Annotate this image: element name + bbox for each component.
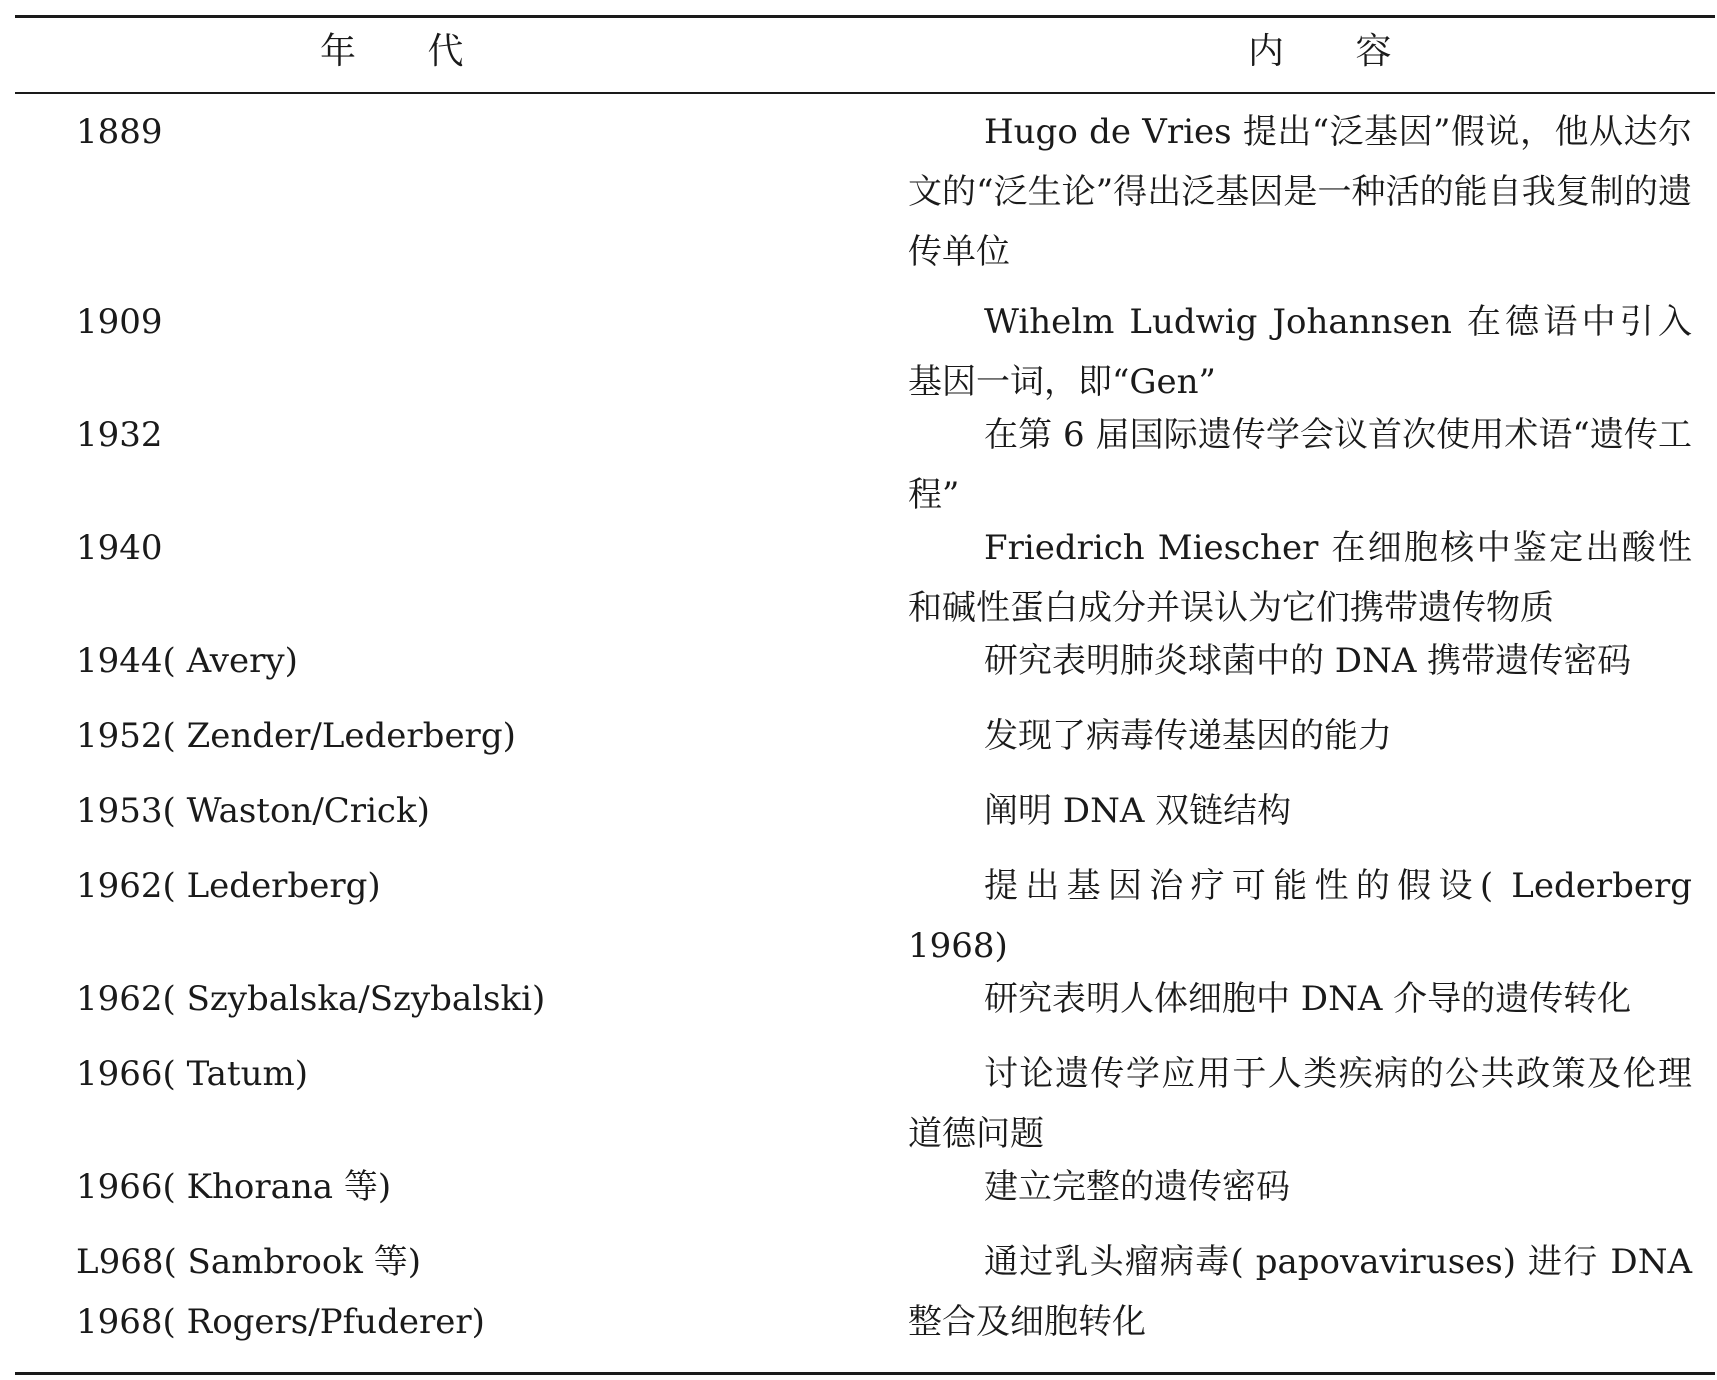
table-bottom-rule: [15, 1372, 1715, 1375]
row-year: 1962( Lederberg): [76, 866, 381, 906]
row-content: 研究表明肺炎球菌中的 DNA 携带遗传密码: [984, 641, 1632, 681]
row-content: Friedrich Miescher 在细胞核中鉴定出酸性和碱性蛋白成分并误认为它们携带遗传物质: [908, 528, 1692, 628]
row-year: 1932: [76, 415, 163, 455]
row-content: 建立完整的遗传密码: [984, 1167, 1290, 1207]
row-year: 1962( Szybalska/Szybalski): [76, 979, 546, 1019]
row-content: 提出基因治疗可能性的假设( Lederberg 1968): [908, 866, 1692, 966]
row-content: 讨论遗传学应用于人类疾病的公共政策及伦理道德问题: [908, 1054, 1692, 1154]
table-header-rule: [15, 92, 1715, 94]
row-year: 1966( Khorana 等): [76, 1167, 392, 1207]
row-content: 通过乳头瘤病毒( papovaviruses) 进行 DNA 整合及细胞转化: [908, 1242, 1692, 1342]
row-content: 在第 6 届国际遗传学会议首次使用术语“遗传工程”: [908, 415, 1692, 515]
row-year: 1940: [76, 528, 163, 568]
row-year: 1909: [76, 302, 163, 342]
header-content: 内 容: [1248, 31, 1422, 72]
row-content: 发现了病毒传递基因的能力: [984, 716, 1392, 756]
row-year: L968( Sambrook 等): [76, 1242, 421, 1282]
row-year: 1889: [76, 112, 163, 152]
row-content: Wihelm Ludwig Johannsen 在德语中引入基因一词，即“Gen”: [908, 302, 1692, 402]
row-content: 研究表明人体细胞中 DNA 介导的遗传转化: [984, 979, 1632, 1019]
row-content: 阐明 DNA 双链结构: [984, 791, 1292, 831]
row-year: 1952( Zender/Lederberg): [76, 716, 516, 756]
table-top-rule: [15, 15, 1715, 18]
row-year: 1944( Avery): [76, 641, 298, 681]
row-year: 1968( Rogers/Pfuderer): [76, 1302, 485, 1342]
row-year: 1953( Waston/Crick): [76, 791, 430, 831]
row-content: Hugo de Vries 提出“泛基因”假说，他从达尔文的“泛生论”得出泛基因是一种活的能自我复制的遗传单位: [908, 112, 1692, 272]
row-year: 1966( Tatum): [76, 1054, 308, 1094]
header-year: 年 代: [320, 31, 494, 72]
